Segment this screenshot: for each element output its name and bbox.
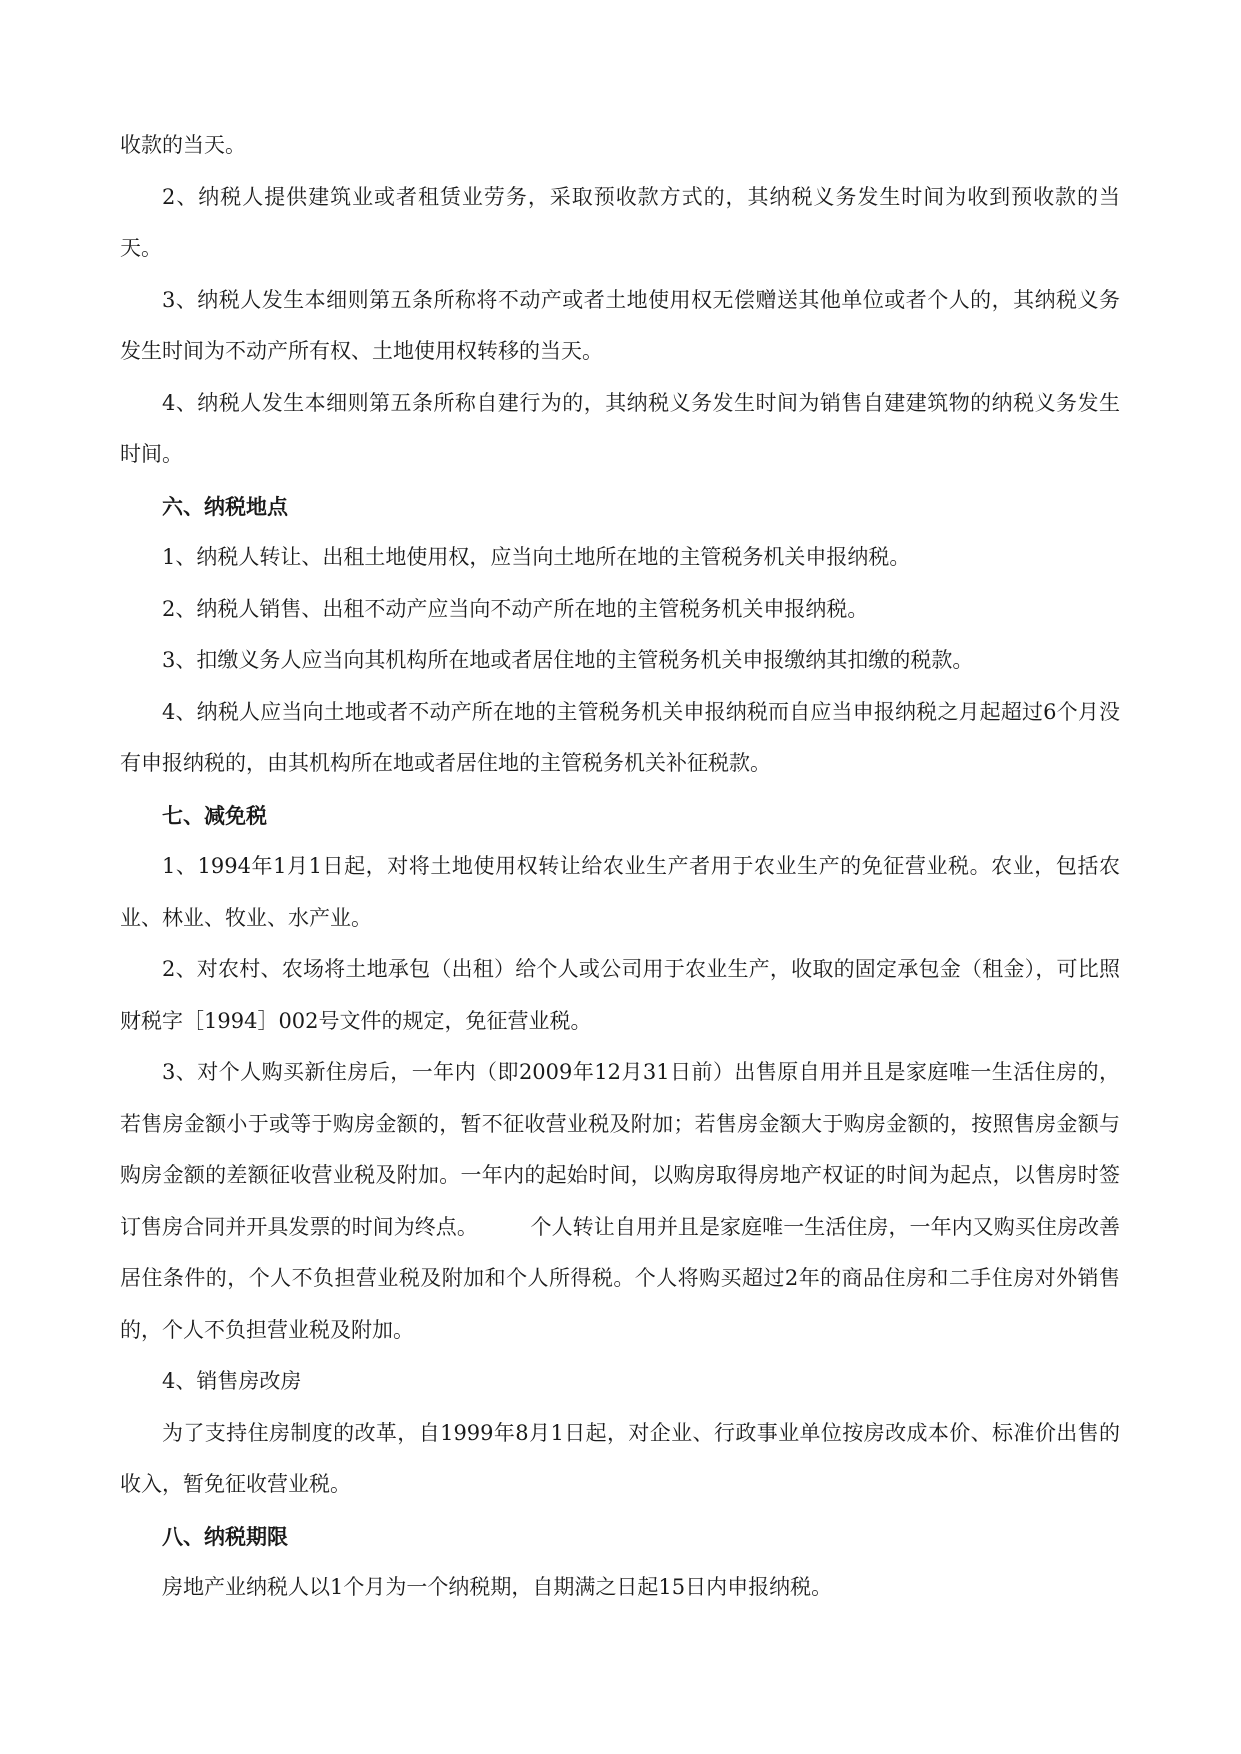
paragraph: 1、1994年1月1日起，对将土地使用权转让给农业生产者用于农业生产的免征营业税。农业，包括农业、林业、牧业、水产业。 bbox=[120, 854, 1120, 930]
section-heading: 七、减免税 bbox=[162, 802, 267, 828]
paragraph: 2、纳税人销售、出租不动产应当向不动产所在地的主管税务机关申报纳税。 bbox=[162, 596, 869, 621]
paragraph: 4、纳税人发生本细则第五条所称自建行为的，其纳税义务发生时间为销售自建建筑物的纳税义务发生时间。 bbox=[120, 390, 1120, 466]
paragraph: 4、纳税人应当向土地或者不动产所在地的主管税务机关申报纳税而自应当申报纳税之月起超过6个月没有申报纳税的，由其机构所在地或者居住地的主管税务机关补征税款。 bbox=[120, 699, 1120, 775]
paragraph: 3、纳税人发生本细则第五条所称将不动产或者土地使用权无偿赠送其他单位或者个人的，其纳税义务发生时间为不动产所有权、土地使用权转移的当天。 bbox=[120, 287, 1120, 363]
document-page bbox=[120, 120, 1120, 1614]
paragraph: 2、纳税人提供建筑业或者租赁业劳务，采取预收款方式的，其纳税义务发生时间为收到预收款的当天。 bbox=[120, 184, 1120, 260]
paragraph: 3、扣缴义务人应当向其机构所在地或者居住地的主管税务机关申报缴纳其扣缴的税款。 bbox=[162, 648, 974, 672]
paragraph: 收款的当天。 bbox=[120, 133, 246, 157]
paragraph: 为了支持住房制度的改革，自1999年8月1日起，对企业、行政事业单位按房改成本价、标准价出售的收入，暂免征收营业税。 bbox=[120, 1420, 1120, 1496]
paragraph: 房地产业纳税人以1个月为一个纳税期，自期满之日起15日内申报纳税。 bbox=[162, 1575, 833, 1599]
section-heading: 八、纳税期限 bbox=[162, 1523, 288, 1549]
paragraph: 1、纳税人转让、出租土地使用权，应当向土地所在地的主管税务机关申报纳税。 bbox=[162, 545, 911, 569]
paragraph: 4、销售房改房 bbox=[162, 1369, 302, 1393]
section-heading: 六、纳税地点 bbox=[162, 493, 288, 519]
paragraph: 3、对个人购买新住房后，一年内（即2009年12月31日前）出售原自用并且是家庭唯一生活住房的，若售房金额小于或等于购房金额的，暂不征收营业税及附加；若售房金额大于购房金额的，按照售房金额与购房金额的差额征收营业税及附加。一年内的起始时间，以购房取得房地产权证的时间为起点，以售房时签订售房合同并开具发票的时间为终点。 个人转让自用并且是家庭唯一生活住房，一年内又购买住房改善居住条件的，个人不负担营业税及附加和个人所得税。个人将购买超过2年的商品住房和二手住房对外销售的，个人不负担营业税及附加。 bbox=[120, 1060, 1120, 1342]
paragraph: 2、对农村、农场将土地承包（出租）给个人或公司用于农业生产，收取的固定承包金（租金），可比照财税字［1994］002号文件的规定，免征营业税。 bbox=[120, 957, 1120, 1033]
